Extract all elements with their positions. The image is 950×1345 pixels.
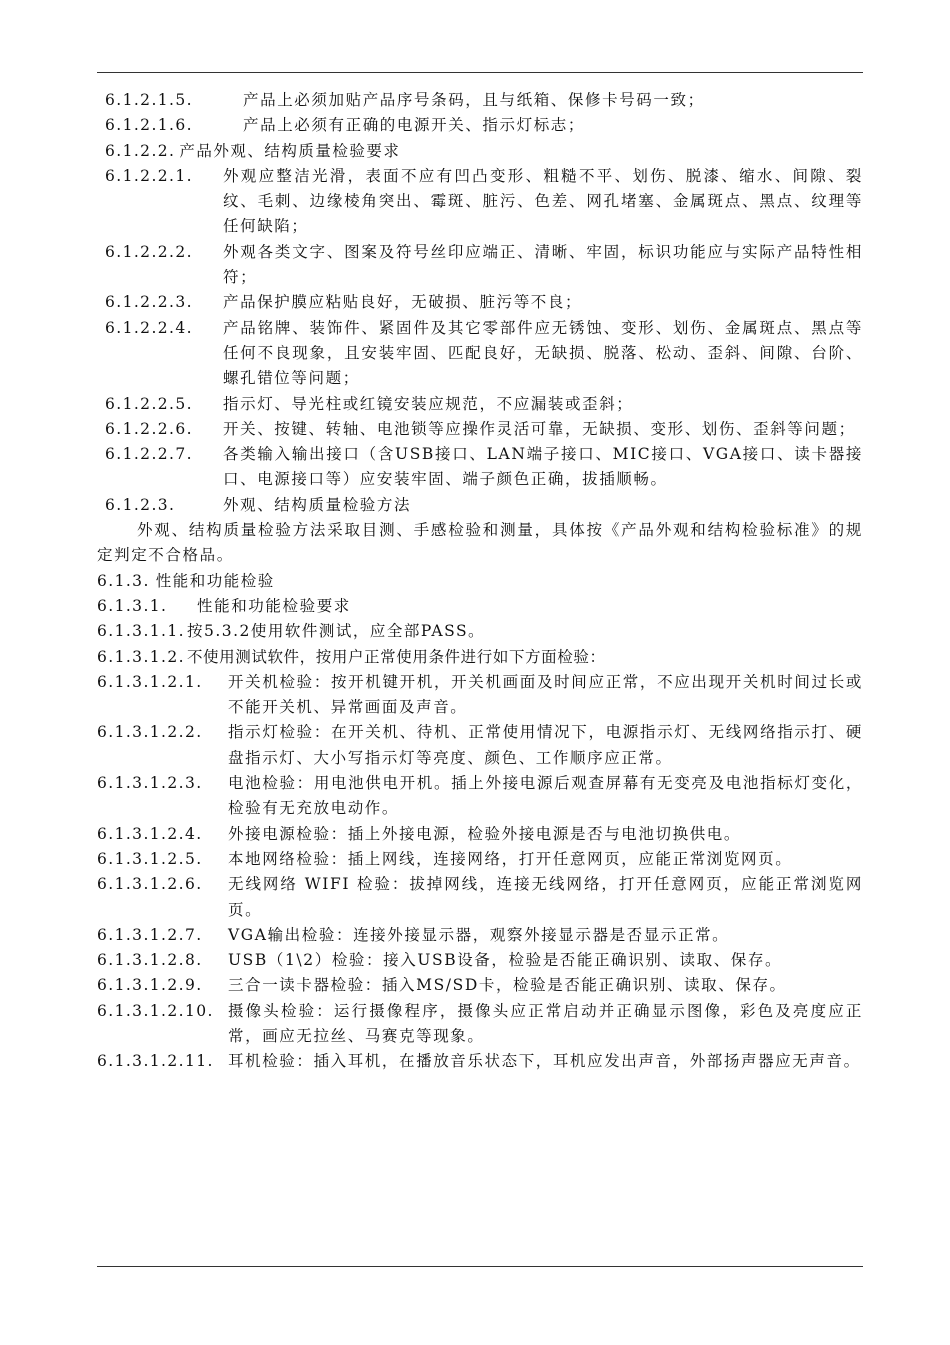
clause-number: 6.1.3.1.2.2. <box>97 723 203 742</box>
heading-6-1-3 <box>97 569 863 594</box>
clause-number: 6.1.3.1. <box>97 596 168 615</box>
clause-text: 外观应整洁光滑，表面不应有凹凸变形、粗糙不平、划伤、脱漆、缩水、间隙、裂纹、毛刺、边缘棱角突出、霉斑、脏污、色差、网孔堵塞、金属斑点、黑点、纹理等任何缺陷； <box>223 166 863 236</box>
clause-text: 产品铭牌、装饰件、紧固件及其它零部件应无锈蚀、变形、划伤、金属斑点、黑点等任何不良现象，且安装牢固、匹配良好，无缺损、脱落、松动、歪斜、间隙、台阶、螺孔错位等问题； <box>223 318 863 388</box>
clause-text: 指示灯、导光柱或红镜安装应规范，不应漏装或歪斜； <box>223 394 634 413</box>
clause-number: 6.1.2.2.6. <box>105 419 193 438</box>
clause-number: 6.1.2.2.7. <box>105 445 193 464</box>
clause-text: 产品保护膜应粘贴良好，无破损、脏污等不良； <box>223 293 583 312</box>
clause-number: 6.1.3.1.2.7. <box>97 925 203 944</box>
clause-6-1-2-2-1 <box>97 164 863 240</box>
clause-text: 电池检验：用电池供电开机。插上外接电源后观查屏幕有无变亮及电池指标灯变化，检验有无充放电动作。 <box>228 774 863 818</box>
clause-text: 外接电源检验：插上外接电源，检验外接电源是否与电池切换供电。 <box>228 824 742 843</box>
header-rule <box>97 72 863 73</box>
clause-text: 无线网络 WIFI 检验：拔掉网线，连接无线网络，打开任意网页，应能正常浏览网页。 <box>228 875 863 919</box>
clause-number: 6.1.2.2.5. <box>105 394 193 413</box>
clause-6-1-3-1-2-10 <box>97 999 863 1050</box>
clause-6-1-3-1-2-8 <box>97 948 863 973</box>
heading-6-1-2-3 <box>97 493 863 518</box>
clause-text: 外观、结构质量检验方法 <box>223 495 412 514</box>
clause-number: 6.1.3.1.2.11. <box>97 1052 214 1071</box>
clause-number: 6.1.3.1.2.5. <box>97 849 203 868</box>
clause-text: 产品上必须加贴产品序号条码，且与纸箱、保修卡号码一致； <box>243 91 705 109</box>
clause-number: 6.1.3.1.1. <box>97 622 185 641</box>
clause-number: 6.1.3.1.2. <box>97 647 185 666</box>
method-paragraph: 外观、结构质量检验方法采取目测、手感检验和测量，具体按《产品外观和结构检验标准》的规定判定不合格品。 <box>97 521 863 565</box>
clause-text: 耳机检验：插入耳机，在播放音乐状态下，耳机应发出声音，外部扬声器应无声音。 <box>228 1052 861 1071</box>
clause-number: 6.1.3.1.2.6. <box>97 875 203 894</box>
clause-text: VGA输出检验：连接外接显示器，观察外接显示器是否显示正常。 <box>228 925 730 944</box>
clause-6-1-2-2-7 <box>97 442 863 493</box>
clause-text: 开关、按键、转轴、电池锁等应操作灵活可靠，无缺损、变形、划伤、歪斜等问题； <box>223 419 856 438</box>
clause-text: 性能和功能检验 <box>155 571 275 590</box>
clause-text: USB（1\2）检验：接入USB设备，检验是否能正确识别、读取、保存。 <box>228 951 783 970</box>
clause-6-1-2-2-3 <box>97 290 863 315</box>
clause-number: 6.1.2.2.3. <box>105 293 193 312</box>
clause-6-1-2-2-4 <box>97 316 863 392</box>
clause-number: 6.1.3.1.2.3. <box>97 774 203 793</box>
clause-6-1-3-1-2-2 <box>97 720 863 771</box>
clause-6-1-3-1-1 <box>97 619 863 644</box>
clause-text: 本地网络检验：插上网线，连接网络，打开任意网页，应能正常浏览网页。 <box>228 849 793 868</box>
clause-number: 6.1.2.1.6. <box>105 116 193 135</box>
clause-number: 6.1.2.2.4. <box>105 318 193 337</box>
clause-text: 指示灯检验：在开关机、待机、正常使用情况下，电源指示灯、无线网络指示打、硬盘指示灯、大小写指示灯等亮度、颜色、工作顺序应正常。 <box>228 723 863 767</box>
clause-6-1-3-1-2-11 <box>97 1049 863 1074</box>
clause-text: 开关机检验：按开机键开机，开关机画面及时间应正常，不应出现开关机时间过长或不能开关机、异常画面及声音。 <box>228 672 863 717</box>
clause-6-1-3-1-2-9 <box>97 973 863 998</box>
clause-text: 摄像头检验：运行摄像程序，摄像头应正常启动并正确显示图像，彩色及亮度应正常，画应无拉丝、马赛克等现象。 <box>228 1001 863 1045</box>
clause-6-1-3-1-2-4 <box>97 822 863 847</box>
clause-number: 6.1.2.1.5. <box>105 91 193 109</box>
clause-6-1-3-1-2 <box>97 645 863 670</box>
clause-number: 6.1.3.1.2.8. <box>97 951 203 970</box>
clause-number: 6.1.2.2.2. <box>105 242 193 261</box>
clause-number: 6.1.2.2.1. <box>105 166 193 185</box>
clause-6-1-2-1-6 <box>97 113 863 138</box>
clause-6-1-3-1-2-6 <box>97 872 863 923</box>
clause-number: 6.1.3.1.2.1. <box>97 672 203 691</box>
clause-number: 6.1.3.1.2.4. <box>97 824 203 843</box>
clause-text: 按5.3.2使用软件测试，应全部PASS。 <box>186 622 486 641</box>
heading-6-1-3-1 <box>97 594 863 619</box>
clause-text: 产品上必须有正确的电源开关、指示灯标志； <box>243 116 586 135</box>
clause-text: 性能和功能检验要求 <box>197 596 351 615</box>
clause-6-1-3-1-2-3 <box>97 771 863 822</box>
clause-text: 三合一读卡器检验：插入MS/SD卡，检验是否能正确识别、读取、保存。 <box>228 976 787 995</box>
clause-6-1-3-1-2-1 <box>97 670 863 721</box>
clause-6-1-2-2-2 <box>97 240 863 291</box>
clause-text: 外观各类文字、图案及符号丝印应端正、清晰、牢固，标识功能应与实际产品特性相符； <box>223 242 863 287</box>
clause-number: 6.1.3. <box>97 571 150 590</box>
clause-6-1-3-1-2-7 <box>97 923 863 948</box>
clause-text: 不使用测试软件，按用户正常使用条件进行如下方面检验： <box>186 647 606 666</box>
clause-6-1-2-1-5 <box>97 88 863 113</box>
clause-text: 各类输入输出接口（含USB接口、LAN端子接口、MIC接口、VGA接口、读卡器接口、电源接口等）应安装牢固、端子颜色正确，拔插顺畅。 <box>223 445 863 489</box>
clause-6-1-2-2-5 <box>97 392 863 417</box>
clause-6-1-3-1-2-5 <box>97 847 863 872</box>
clause-number: 6.1.3.1.2.10. <box>97 1001 214 1020</box>
clause-6-1-2-2-6 <box>97 417 863 442</box>
clause-number: 6.1.2.2. <box>105 141 176 160</box>
document-body <box>97 88 863 1075</box>
clause-number: 6.1.3.1.2.9. <box>97 976 203 995</box>
clause-text: 产品外观、结构质量检验要求 <box>179 141 401 160</box>
footer-rule <box>97 1266 863 1267</box>
clause-number: 6.1.2.3. <box>105 495 176 514</box>
heading-6-1-2-2 <box>97 139 863 164</box>
